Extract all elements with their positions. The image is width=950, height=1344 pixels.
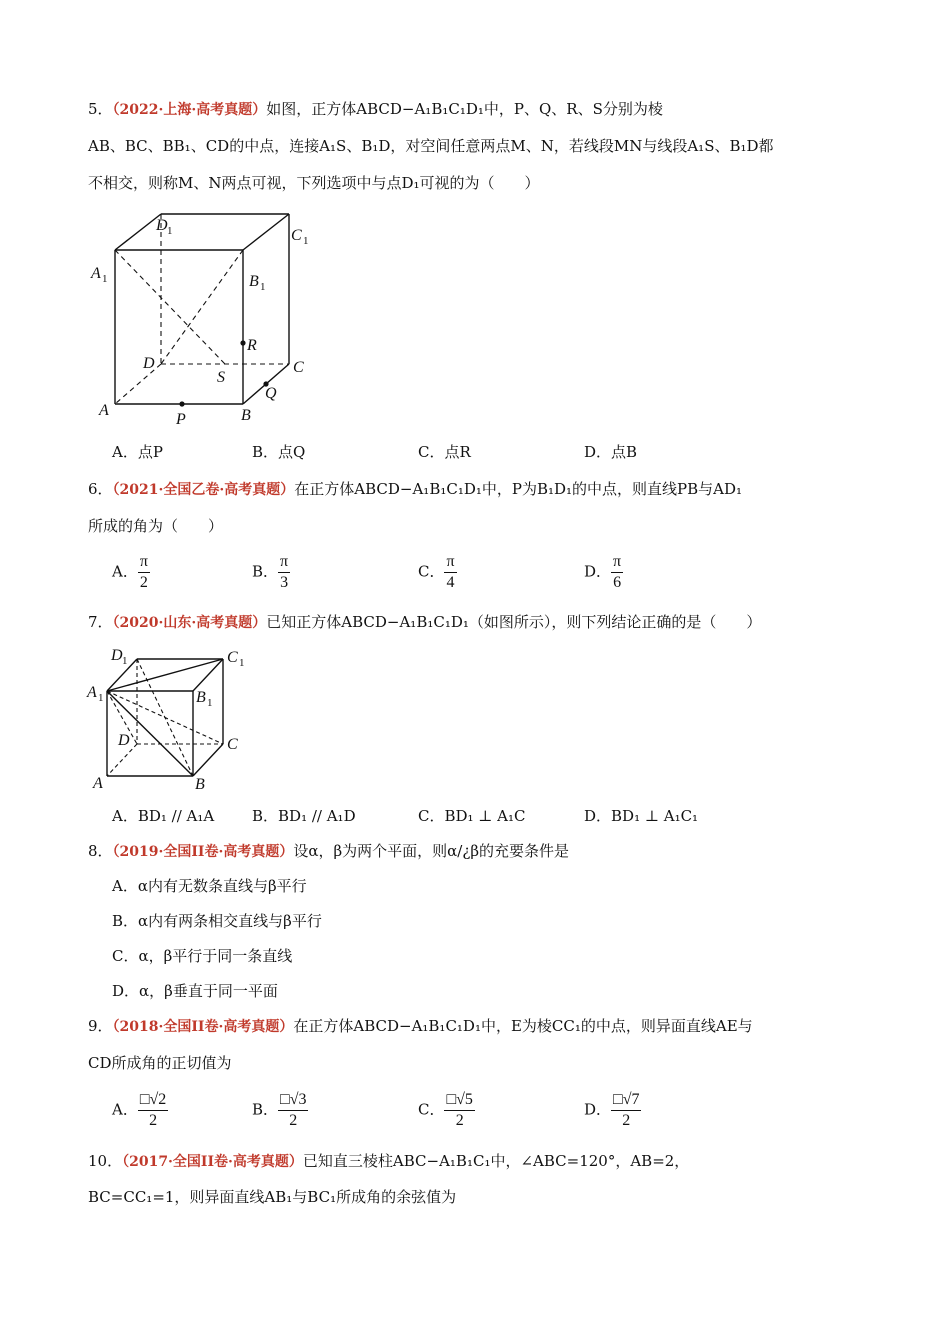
label-c1-sub: 1 [239, 657, 245, 669]
q6-option-a[interactable]: A． $\frac{\pi}{2}$ [112, 553, 148, 591]
q8-number: 8． [88, 842, 113, 860]
q9-option-a[interactable]: A． $\frac{□√2}{2}$ [112, 1091, 167, 1129]
q8-option-c[interactable]: C．α，β平行于同一条直线 [112, 947, 293, 965]
q8-option-d[interactable]: D．α，β垂直于同一平面 [112, 982, 278, 1000]
q6-text-2: 所成的角为（ ） [88, 517, 224, 535]
point-r [240, 340, 245, 345]
label-b1-sub: 1 [260, 281, 266, 293]
q10-text-2: BC=CC₁=1，则异面直线AB₁与BC₁所成角的余弦值为 [88, 1188, 457, 1206]
label-c1: C [291, 227, 302, 244]
label-s: S [217, 369, 225, 386]
q5-source: （2022·上海·高考真题） [112, 102, 267, 118]
q5-text-2: AB、BC、BB₁、CD的中点，连接A₁S、B₁D，对空间任意两点M、N，若线段MN与线段A₁S、B₁D都 [88, 137, 774, 155]
q5-line3 [88, 172, 540, 194]
q7-option-d[interactable]: D．BD₁ ⊥ A₁C₁ [584, 807, 699, 825]
fraction: $\frac{\pi}{3}$ [280, 553, 289, 591]
q6-source: （2021·全国乙卷·高考真题） [112, 482, 295, 498]
q9-option-c[interactable]: C． $\frac{□√5}{2}$ [418, 1091, 473, 1129]
q10-source: （2017·全国II卷·高考真题） [122, 1154, 303, 1170]
fraction: $\frac{□√3}{2}$ [280, 1091, 307, 1129]
label-a1-sub: 1 [102, 273, 108, 285]
fraction: $\frac{□√5}{2}$ [446, 1091, 473, 1129]
q5-number: 5． [88, 100, 113, 118]
label-q: Q [265, 385, 277, 402]
q7-cube-figure [85, 642, 255, 792]
point-p [179, 401, 184, 406]
q5-line2 [88, 135, 774, 157]
q5-cube-figure [85, 212, 325, 434]
q10-text-1: 已知直三棱柱ABC−A₁B₁C₁中，∠ABC=120°，AB=2， [302, 1152, 690, 1170]
q7-text-1: 已知正方体ABCD−A₁B₁C₁D₁（如图所示），则下列结论正确的是（ ） [266, 613, 762, 631]
q5-text-3: 不相交，则称M、N两点可视，下列选项中与点D₁可视的为（ ） [88, 174, 540, 192]
q10-line2 [88, 1186, 456, 1208]
label-p: P [176, 411, 186, 428]
q10-line1 [88, 1150, 689, 1173]
label-b: B [241, 407, 251, 424]
q8-line1 [88, 840, 569, 863]
label-a1: A [87, 684, 97, 701]
q9-option-d[interactable]: D． $\frac{□√7}{2}$ [584, 1091, 640, 1129]
fraction: $\frac{\pi}{2}$ [139, 553, 148, 591]
q6-text-1: 在正方体ABCD−A₁B₁C₁D₁中，P为B₁D₁的中点，则直线PB与AD₁ [294, 480, 743, 498]
q6-line1 [88, 478, 742, 501]
q5-option-a[interactable]: A．点P [112, 443, 163, 461]
q5-option-d[interactable]: D．点B [584, 443, 638, 461]
fraction: $\frac{\pi}{6}$ [613, 553, 622, 591]
fraction: $\frac{□√2}{2}$ [139, 1091, 167, 1129]
label-b1: B [196, 689, 206, 706]
label-d1-sub: 1 [122, 655, 128, 667]
q6-option-c[interactable]: C． $\frac{\pi}{4}$ [418, 553, 455, 591]
label-b1: B [249, 273, 259, 290]
q9-option-b[interactable]: B． $\frac{□√3}{2}$ [252, 1091, 307, 1129]
q9-line1 [88, 1015, 753, 1038]
q6-line2 [88, 515, 223, 537]
q7-option-a[interactable]: A．BD₁ // A₁A [112, 807, 215, 825]
q6-option-d[interactable]: D． $\frac{\pi}{6}$ [584, 553, 622, 591]
label-d1: D [111, 647, 123, 664]
label-a: A [99, 402, 109, 419]
q6-number: 6． [88, 480, 113, 498]
label-d1: D [156, 217, 168, 234]
q9-text-2: CD所成角的正切值为 [88, 1054, 232, 1072]
label-c: C [227, 736, 238, 753]
q8-source: （2019·全国II卷·高考真题） [112, 844, 294, 860]
q9-text-1: 在正方体ABCD−A₁B₁C₁D₁中，E为棱CC₁的中点，则异面直线AE与 [293, 1017, 753, 1035]
q8-option-a[interactable]: A．α内有无数条直线与β平行 [112, 877, 307, 895]
label-c: C [293, 359, 304, 376]
fraction: $\frac{□√7}{2}$ [613, 1091, 640, 1129]
q9-number: 9． [88, 1017, 113, 1035]
q7-number: 7． [88, 613, 113, 631]
label-b: B [195, 776, 205, 792]
q5-option-b[interactable]: B．点Q [252, 443, 306, 461]
q5-option-c[interactable]: C．点R [418, 443, 471, 461]
q8-option-b[interactable]: B．α内有两条相交直线与β平行 [112, 912, 322, 930]
q9-source: （2018·全国II卷·高考真题） [112, 1019, 294, 1035]
label-b1-sub: 1 [207, 697, 213, 709]
q10-number: 10． [88, 1152, 123, 1170]
q5-line1 [88, 98, 663, 121]
label-d: D [143, 355, 155, 372]
q7-option-c[interactable]: C．BD₁ ⊥ A₁C [418, 807, 526, 825]
label-d1-sub: 1 [167, 225, 173, 237]
q7-line1 [88, 611, 761, 634]
label-r: R [247, 337, 257, 354]
label-a1: A [91, 265, 101, 282]
q8-text-1: 设α，β为两个平面，则α/¿β的充要条件是 [293, 842, 570, 860]
q9-line2 [88, 1052, 232, 1074]
label-c1-sub: 1 [303, 235, 309, 247]
label-c1: C [227, 649, 238, 666]
q7-source: （2020·山东·高考真题） [112, 615, 267, 631]
label-a: A [93, 775, 103, 792]
fraction: $\frac{\pi}{4}$ [446, 553, 455, 591]
label-a1-sub: 1 [98, 692, 104, 704]
q6-option-b[interactable]: B． $\frac{\pi}{3}$ [252, 553, 289, 591]
q7-option-b[interactable]: B．BD₁ // A₁D [252, 807, 356, 825]
label-d: D [118, 732, 130, 749]
q5-text-1: 如图，正方体ABCD−A₁B₁C₁D₁中，P、Q、R、S分别为棱 [266, 100, 663, 118]
